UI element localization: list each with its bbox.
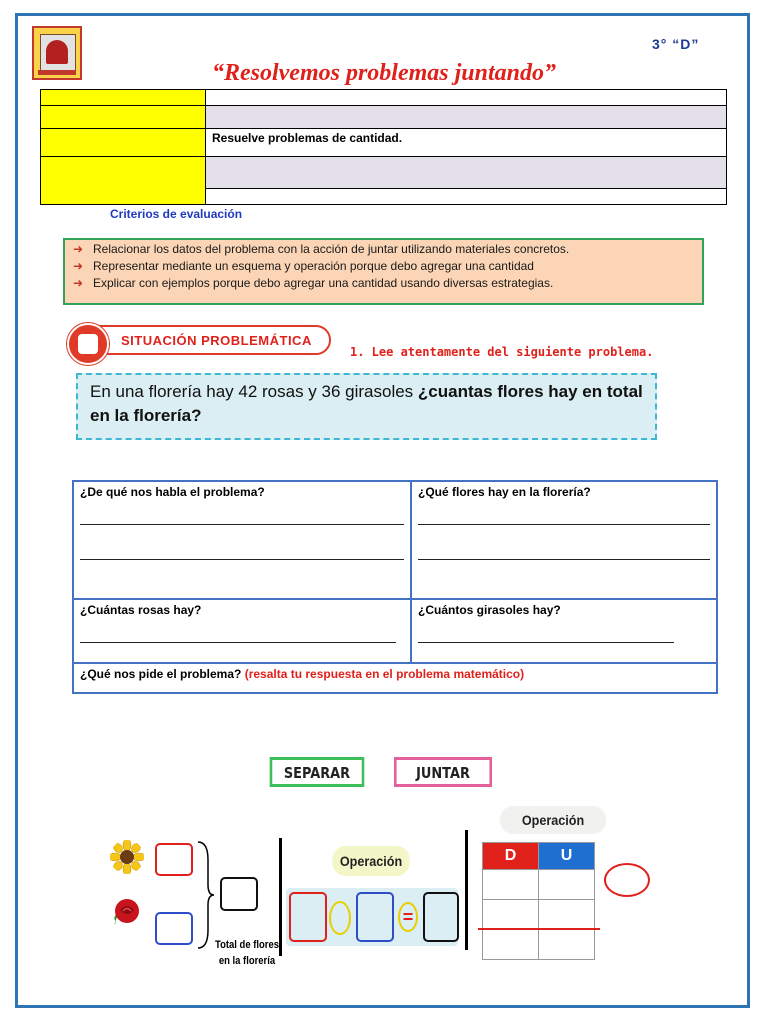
question-note: (resalta tu respuesta en el problema matemático): [244, 667, 525, 681]
rose-icon: [110, 896, 144, 930]
info-label-cell: [41, 90, 206, 106]
divider-line: [465, 830, 468, 950]
arrow-bullet-icon: ➜: [73, 276, 84, 290]
arrow-bullet-icon: ➜: [73, 259, 84, 273]
separate-button[interactable]: SEPARAR: [270, 757, 365, 787]
problem-box: [76, 373, 657, 440]
criteria-item: ➜ Relacionar los datos del problema con la acción de juntar utilizando materiales concretos.: [73, 242, 570, 256]
equals-sign-icon: =: [398, 902, 418, 932]
info-label-cell: [41, 106, 206, 129]
question-cell: [410, 480, 718, 600]
total-input-box[interactable]: [220, 877, 258, 911]
answer-line[interactable]: [418, 642, 674, 643]
situation-badge-label: SITUACIÓN PROBLEMÁTICA: [121, 333, 312, 348]
place-value-cell[interactable]: [539, 930, 595, 960]
criteria-box: [63, 238, 704, 305]
grade-label: 3° “D”: [652, 36, 700, 52]
question-cell: [410, 598, 718, 664]
problem-question: ¿cuantas flores hay en total en la florería?: [90, 382, 643, 425]
situation-badge: [67, 323, 332, 356]
operation-table-label: Operación: [500, 806, 606, 834]
answer-line[interactable]: [418, 524, 710, 525]
page-title: “Resolvemos problemas juntando”: [211, 60, 557, 86]
question-label: ¿Qué nos pide el problema? (resalta tu respuesta en el problema matemático): [80, 667, 525, 681]
place-value-cell[interactable]: [539, 870, 595, 900]
info-table: [40, 89, 727, 205]
sum-line: [478, 928, 600, 930]
criteria-heading: Criterios de evaluación: [110, 207, 243, 221]
answer-line[interactable]: [418, 559, 710, 560]
operator-circle[interactable]: [604, 863, 650, 897]
question-label: ¿Cuántas rosas hay?: [80, 603, 202, 617]
tens-header: D: [483, 843, 539, 870]
join-button[interactable]: JUNTAR: [394, 757, 492, 787]
place-value-cell[interactable]: [483, 930, 539, 960]
sunflowers-input-box[interactable]: [155, 912, 193, 945]
writing-hand-icon: [67, 323, 109, 365]
roses-input-box[interactable]: [155, 843, 193, 876]
question-cell: [72, 662, 718, 694]
place-value-cell[interactable]: [539, 900, 595, 930]
info-label-cell: [41, 129, 206, 157]
question-label: ¿Cuántos girasoles hay?: [418, 603, 561, 617]
question-label: ¿Qué flores hay en la florería?: [418, 485, 591, 499]
question-cell: [72, 598, 412, 664]
grouping-brace: [196, 840, 216, 950]
info-value-cell[interactable]: [206, 157, 727, 189]
info-value-cell[interactable]: [206, 106, 727, 129]
instruction-text: 1. Lee atentamente del siguiente problema.: [350, 345, 654, 359]
criteria-item: ➜ Representar mediante un esquema y operación porque debo agregar una cantidad: [73, 259, 534, 273]
question-label: ¿De qué nos habla el problema?: [80, 485, 265, 499]
result-box[interactable]: [423, 892, 459, 942]
place-value-table: [482, 842, 595, 960]
operator-circle[interactable]: [329, 901, 351, 935]
addend-2-box[interactable]: [356, 892, 394, 942]
total-label: Total de flores en la florería: [215, 939, 279, 967]
question-cell: [72, 480, 412, 600]
place-value-cell[interactable]: [483, 870, 539, 900]
answer-line[interactable]: [80, 559, 404, 560]
answer-line[interactable]: [80, 642, 396, 643]
info-value-cell[interactable]: [206, 189, 727, 205]
divider-line: [279, 838, 282, 956]
answer-line[interactable]: [80, 524, 404, 525]
units-header: U: [539, 843, 595, 870]
place-value-cell[interactable]: [483, 900, 539, 930]
addend-1-box[interactable]: [289, 892, 327, 942]
sunflower-icon: [110, 840, 144, 874]
operation-label: Operación: [332, 846, 409, 876]
competency-text: Resuelve problemas de cantidad.: [206, 129, 727, 157]
problem-text: En una florería hay 42 rosas y 36 girasoles: [90, 382, 418, 401]
info-label-cell: [41, 157, 206, 205]
criteria-item: ➜ Explicar con ejemplos porque debo agregar una cantidad usando diversas estrategias.: [73, 276, 554, 290]
info-value-cell[interactable]: [206, 90, 727, 106]
arrow-bullet-icon: ➜: [73, 242, 84, 256]
